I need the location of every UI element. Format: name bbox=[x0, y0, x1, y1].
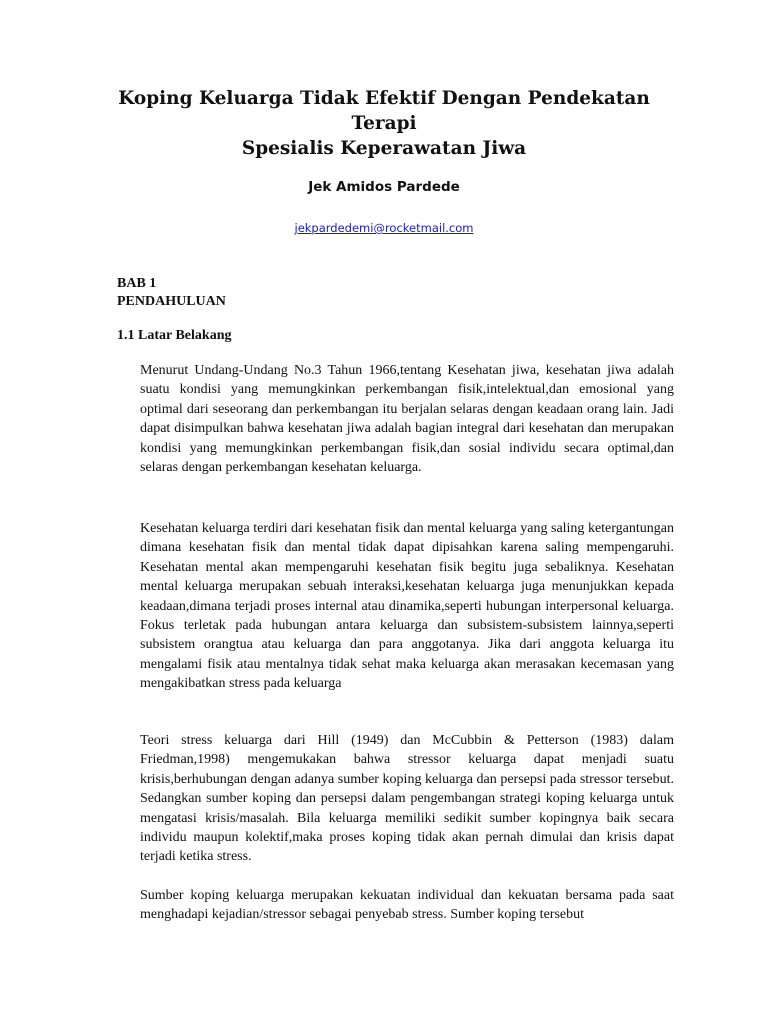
chapter-heading bbox=[117, 275, 417, 311]
paragraph: Menurut Undang-Undang No.3 Tahun 1966,tentang Kesehatan jiwa, kesehatan jiwa adalah suatu kondisi yang memungkinkan perkembangan fisik,intelektual,dan emosional yang optimal dari seseorang dan perkembangan itu berjalan selaras dengan keadaan orang lain. Jadi dapat disimpulkan bahwa kesehatan jiwa adalah bagian integral dari kesehatan dan merupakan kondisi yang memungkinkan perkembangan fisik,dan sosial individu secara optimal,dan selaras dengan perkembangan kesehatan keluarga. bbox=[140, 363, 674, 476]
document-title bbox=[84, 86, 684, 161]
author-email bbox=[84, 219, 684, 237]
title-line-2: Spesialis Keperawatan Jiwa bbox=[241, 138, 527, 159]
chapter-number: BAB 1 bbox=[117, 276, 157, 291]
paragraph: Sumber koping keluarga merupakan kekuatan individual dan kekuatan bersama pada saat menghadapi kejadian/stressor sebagai penyebab stress. Sumber koping tersebut bbox=[140, 888, 674, 923]
paragraph: Kesehatan keluarga terdiri dari kesehatan fisik dan mental keluarga yang saling ketergantungan dimana kesehatan fisik dan mental tidak dapat dipisahkan karena saling mempengaruhi. Kesehatan mental akan mempengaruhi kesehatan fisik begitu juga sebaliknya. Kesehatan mental keluarga merupakan sebuah interaksi,kesehatan keluarga juga menunjukkan kepada keadaan,dimana terjadi proses internal atau dinamika,seperti hubungan interpersonal keluarga. Fokus terletak pada hubungan antara keluarga dan subsistem-subsistem lainnya,seperti subsistem orangtua atau keluarga dan para anggotanya. Jika dari anggota keluarga itu mengalami fisik atau mentalnya tidak sehat maka keluarga akan merasakan kecemasan yang mengakibatkan stress pada keluarga bbox=[140, 521, 674, 692]
section-heading: 1.1 Latar Belakang bbox=[117, 328, 232, 343]
author-name: Jek Amidos Pardede bbox=[308, 179, 460, 195]
chapter-title: PENDAHULUAN bbox=[117, 294, 226, 309]
paragraph: Teori stress keluarga dari Hill (1949) dan McCubbin & Petterson (1983) dalam Friedman,1998) mengemukakan bahwa stressor keluarga dapat menjadi suatu krisis,berhubungan dengan adanya sumber koping keluarga dan persepsi pada stressor tersebut. Sedangkan sumber koping dan persepsi dalam pengembangan strategi koping keluarga untuk mengatasi krisis/masalah. Bila keluarga memiliki sedikit sumber kopingnya baik secara individu maupun kolektif,maka proses koping tidak akan pernah dimulai dan krisis dapat terjadi ketika stress. bbox=[140, 733, 674, 865]
title-line-1: Koping Keluarga Tidak Efektif Dengan Pendekatan Terapi bbox=[118, 88, 650, 134]
email-link[interactable]: jekpardedemi@rocketmail.com bbox=[294, 221, 474, 235]
